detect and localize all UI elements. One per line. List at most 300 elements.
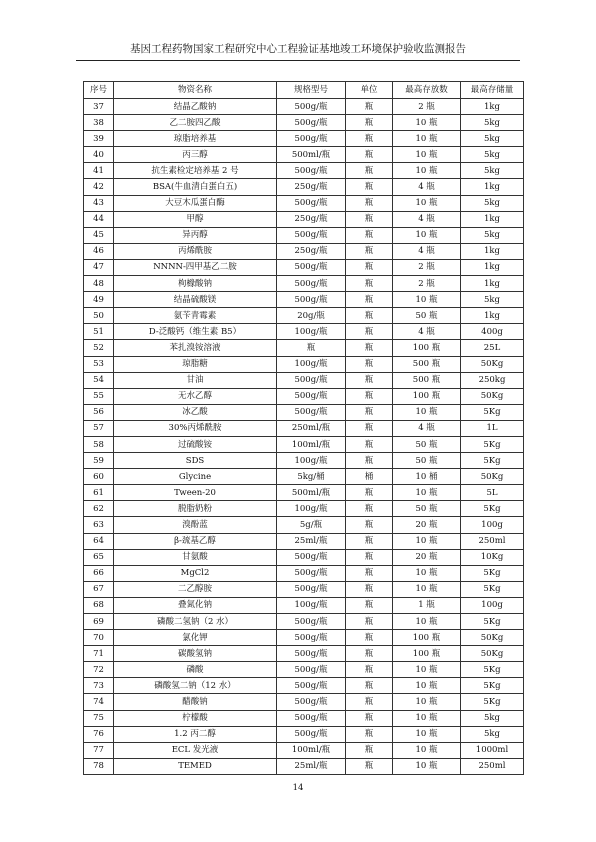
cell-index: 66 <box>84 565 114 581</box>
cell-max-storage: 1kg <box>461 99 524 115</box>
header-rule <box>76 60 520 61</box>
cell-spec: 瓶 <box>277 340 346 356</box>
table-row <box>84 549 524 565</box>
table-row <box>84 292 524 308</box>
cell-max-storage: 1kg <box>461 308 524 324</box>
cell-unit: 瓶 <box>346 131 393 147</box>
cell-name: 抗生素检定培养基 2 号 <box>114 163 277 179</box>
cell-max-count: 10 瓶 <box>393 131 461 147</box>
cell-max-storage: 1000ml <box>461 742 524 758</box>
cell-max-storage: 5Kg <box>461 565 524 581</box>
cell-index: 49 <box>84 292 114 308</box>
cell-max-storage: 1kg <box>461 211 524 227</box>
cell-index: 55 <box>84 388 114 404</box>
cell-name: 氨苄青霉素 <box>114 308 277 324</box>
cell-name: SDS <box>114 453 277 469</box>
cell-index: 73 <box>84 678 114 694</box>
table-row <box>84 597 524 613</box>
table-row <box>84 259 524 275</box>
cell-spec: 500g/瓶 <box>277 227 346 243</box>
cell-name: 叠氮化钠 <box>114 597 277 613</box>
cell-max-storage: 50Kg <box>461 388 524 404</box>
cell-max-storage: 25L <box>461 340 524 356</box>
cell-spec: 500g/瓶 <box>277 388 346 404</box>
table-row <box>84 388 524 404</box>
cell-max-storage: 5Kg <box>461 501 524 517</box>
cell-max-count: 20 瓶 <box>393 517 461 533</box>
table-row <box>84 453 524 469</box>
cell-unit: 瓶 <box>346 662 393 678</box>
cell-max-count: 20 瓶 <box>393 549 461 565</box>
header-max-count: 最高存放数 <box>393 82 461 99</box>
cell-max-count: 2 瓶 <box>393 259 461 275</box>
table-row <box>84 501 524 517</box>
cell-spec: 5g/瓶 <box>277 517 346 533</box>
cell-spec: 500g/瓶 <box>277 726 346 742</box>
cell-index: 48 <box>84 276 114 292</box>
cell-max-count: 500 瓶 <box>393 356 461 372</box>
cell-spec: 500g/瓶 <box>277 372 346 388</box>
cell-unit: 瓶 <box>346 726 393 742</box>
cell-spec: 500g/瓶 <box>277 710 346 726</box>
cell-index: 57 <box>84 420 114 436</box>
cell-spec: 500ml/瓶 <box>277 147 346 163</box>
cell-name: 溴酚蓝 <box>114 517 277 533</box>
cell-unit: 瓶 <box>346 372 393 388</box>
cell-name: MgCl2 <box>114 565 277 581</box>
table-row <box>84 662 524 678</box>
cell-max-count: 50 瓶 <box>393 453 461 469</box>
cell-max-count: 10 瓶 <box>393 292 461 308</box>
cell-max-storage: 100g <box>461 597 524 613</box>
cell-max-count: 100 瓶 <box>393 340 461 356</box>
table-row <box>84 758 524 774</box>
cell-max-storage: 100g <box>461 517 524 533</box>
cell-index: 44 <box>84 211 114 227</box>
cell-unit: 瓶 <box>346 308 393 324</box>
table-row <box>84 227 524 243</box>
cell-max-storage: 1kg <box>461 259 524 275</box>
cell-max-storage: 5kg <box>461 115 524 131</box>
cell-index: 45 <box>84 227 114 243</box>
cell-name: Tween-20 <box>114 485 277 501</box>
cell-index: 58 <box>84 436 114 452</box>
cell-name: 琼脂培养基 <box>114 131 277 147</box>
cell-unit: 桶 <box>346 469 393 485</box>
cell-unit: 瓶 <box>346 758 393 774</box>
table-row <box>84 469 524 485</box>
cell-name: 甘油 <box>114 372 277 388</box>
table-row <box>84 726 524 742</box>
cell-index: 46 <box>84 243 114 259</box>
table-row <box>84 340 524 356</box>
cell-index: 47 <box>84 259 114 275</box>
cell-max-storage: 250kg <box>461 372 524 388</box>
cell-spec: 500g/瓶 <box>277 565 346 581</box>
cell-max-storage: 5kg <box>461 292 524 308</box>
cell-spec: 500g/瓶 <box>277 131 346 147</box>
cell-name: 磷酸二氢钠（2 水） <box>114 614 277 630</box>
cell-max-count: 10 瓶 <box>393 227 461 243</box>
cell-max-count: 10 瓶 <box>393 581 461 597</box>
table-row <box>84 243 524 259</box>
cell-name: 乙二胺四乙酸 <box>114 115 277 131</box>
cell-max-count: 4 瓶 <box>393 211 461 227</box>
table-row <box>84 308 524 324</box>
cell-unit: 瓶 <box>346 565 393 581</box>
cell-unit: 瓶 <box>346 211 393 227</box>
table-row <box>84 115 524 131</box>
cell-max-count: 10 瓶 <box>393 115 461 131</box>
cell-index: 37 <box>84 99 114 115</box>
cell-index: 43 <box>84 195 114 211</box>
cell-max-storage: 50Kg <box>461 646 524 662</box>
cell-index: 40 <box>84 147 114 163</box>
cell-max-storage: 50Kg <box>461 469 524 485</box>
cell-index: 39 <box>84 131 114 147</box>
cell-name: NNNN-四甲基乙二胺 <box>114 259 277 275</box>
cell-unit: 瓶 <box>346 163 393 179</box>
cell-unit: 瓶 <box>346 324 393 340</box>
cell-unit: 瓶 <box>346 292 393 308</box>
cell-unit: 瓶 <box>346 115 393 131</box>
cell-unit: 瓶 <box>346 195 393 211</box>
cell-name: 磷酸氢二钠（12 水） <box>114 678 277 694</box>
cell-max-storage: 1kg <box>461 243 524 259</box>
table-row <box>84 99 524 115</box>
table-row <box>84 581 524 597</box>
cell-spec: 500g/瓶 <box>277 276 346 292</box>
cell-name: 1.2 丙二醇 <box>114 726 277 742</box>
cell-index: 64 <box>84 533 114 549</box>
cell-name: 冰乙酸 <box>114 404 277 420</box>
cell-index: 75 <box>84 710 114 726</box>
table-row <box>84 678 524 694</box>
cell-name: 结晶乙酸钠 <box>114 99 277 115</box>
cell-max-storage: 5kg <box>461 195 524 211</box>
cell-index: 42 <box>84 179 114 195</box>
cell-index: 63 <box>84 517 114 533</box>
cell-index: 38 <box>84 115 114 131</box>
cell-unit: 瓶 <box>346 276 393 292</box>
cell-index: 70 <box>84 630 114 646</box>
cell-spec: 500g/瓶 <box>277 614 346 630</box>
cell-name: 异丙醇 <box>114 227 277 243</box>
cell-unit: 瓶 <box>346 630 393 646</box>
cell-max-storage: 10Kg <box>461 549 524 565</box>
cell-unit: 瓶 <box>346 259 393 275</box>
cell-spec: 500g/瓶 <box>277 581 346 597</box>
cell-max-storage: 1kg <box>461 276 524 292</box>
cell-spec: 500g/瓶 <box>277 163 346 179</box>
cell-spec: 250ml/瓶 <box>277 420 346 436</box>
cell-name: 结晶硫酸镁 <box>114 292 277 308</box>
cell-index: 78 <box>84 758 114 774</box>
cell-name: 大豆木瓜蛋白酶 <box>114 195 277 211</box>
cell-spec: 500g/瓶 <box>277 259 346 275</box>
cell-max-count: 100 瓶 <box>393 388 461 404</box>
cell-name: β-巯基乙醇 <box>114 533 277 549</box>
table-body <box>84 99 524 775</box>
cell-spec: 500g/瓶 <box>277 630 346 646</box>
cell-max-count: 10 桶 <box>393 469 461 485</box>
table-row <box>84 372 524 388</box>
cell-name: 枸橼酸钠 <box>114 276 277 292</box>
cell-max-storage: 5kg <box>461 131 524 147</box>
cell-spec: 20g/瓶 <box>277 308 346 324</box>
cell-unit: 瓶 <box>346 420 393 436</box>
cell-max-storage: 250ml <box>461 758 524 774</box>
cell-name: 丙烯酰胺 <box>114 243 277 259</box>
table-row <box>84 517 524 533</box>
cell-spec: 500g/瓶 <box>277 115 346 131</box>
cell-index: 53 <box>84 356 114 372</box>
cell-max-storage: 400g <box>461 324 524 340</box>
table-row <box>84 195 524 211</box>
table-row <box>84 211 524 227</box>
cell-unit: 瓶 <box>346 533 393 549</box>
cell-spec: 100g/瓶 <box>277 597 346 613</box>
cell-max-count: 2 瓶 <box>393 99 461 115</box>
table-row <box>84 742 524 758</box>
table-row <box>84 276 524 292</box>
cell-max-storage: 5kg <box>461 710 524 726</box>
cell-max-count: 50 瓶 <box>393 501 461 517</box>
cell-spec: 500g/瓶 <box>277 694 346 710</box>
cell-name: 琼脂糖 <box>114 356 277 372</box>
cell-unit: 瓶 <box>346 340 393 356</box>
cell-spec: 100g/瓶 <box>277 501 346 517</box>
cell-max-storage: 5Kg <box>461 678 524 694</box>
cell-max-count: 10 瓶 <box>393 742 461 758</box>
cell-unit: 瓶 <box>346 485 393 501</box>
cell-max-count: 10 瓶 <box>393 662 461 678</box>
cell-spec: 500ml/瓶 <box>277 485 346 501</box>
cell-unit: 瓶 <box>346 179 393 195</box>
cell-spec: 100ml/瓶 <box>277 436 346 452</box>
cell-name: 甘氨酸 <box>114 549 277 565</box>
table-header-row <box>84 82 524 99</box>
table-row <box>84 710 524 726</box>
cell-max-storage: 50Kg <box>461 356 524 372</box>
table-row <box>84 694 524 710</box>
cell-unit: 瓶 <box>346 147 393 163</box>
cell-spec: 100ml/瓶 <box>277 742 346 758</box>
cell-unit: 瓶 <box>346 678 393 694</box>
cell-unit: 瓶 <box>346 549 393 565</box>
cell-index: 50 <box>84 308 114 324</box>
cell-unit: 瓶 <box>346 694 393 710</box>
table-row <box>84 630 524 646</box>
cell-unit: 瓶 <box>346 436 393 452</box>
cell-name: 碳酸氢钠 <box>114 646 277 662</box>
cell-name: BSA(牛血清白蛋白五) <box>114 179 277 195</box>
cell-max-storage: 1L <box>461 420 524 436</box>
cell-spec: 250g/瓶 <box>277 243 346 259</box>
cell-max-storage: 5kg <box>461 227 524 243</box>
cell-unit: 瓶 <box>346 517 393 533</box>
header-unit: 单位 <box>346 82 393 99</box>
cell-max-count: 10 瓶 <box>393 195 461 211</box>
cell-unit: 瓶 <box>346 501 393 517</box>
cell-spec: 100g/瓶 <box>277 453 346 469</box>
table-row <box>84 485 524 501</box>
cell-spec: 500g/瓶 <box>277 292 346 308</box>
cell-max-count: 10 瓶 <box>393 694 461 710</box>
cell-index: 41 <box>84 163 114 179</box>
cell-max-count: 4 瓶 <box>393 420 461 436</box>
cell-max-count: 4 瓶 <box>393 324 461 340</box>
cell-spec: 100g/瓶 <box>277 324 346 340</box>
cell-max-storage: 250ml <box>461 533 524 549</box>
cell-max-storage: 5Kg <box>461 694 524 710</box>
cell-unit: 瓶 <box>346 646 393 662</box>
cell-unit: 瓶 <box>346 99 393 115</box>
cell-spec: 500g/瓶 <box>277 678 346 694</box>
cell-unit: 瓶 <box>346 243 393 259</box>
cell-unit: 瓶 <box>346 227 393 243</box>
cell-spec: 100g/瓶 <box>277 356 346 372</box>
cell-index: 69 <box>84 614 114 630</box>
table-row <box>84 324 524 340</box>
cell-max-count: 50 瓶 <box>393 436 461 452</box>
table-row <box>84 179 524 195</box>
cell-max-count: 50 瓶 <box>393 308 461 324</box>
cell-name: 丙三醇 <box>114 147 277 163</box>
table-row <box>84 533 524 549</box>
cell-spec: 5kg/桶 <box>277 469 346 485</box>
cell-max-count: 10 瓶 <box>393 726 461 742</box>
cell-index: 72 <box>84 662 114 678</box>
cell-max-count: 10 瓶 <box>393 147 461 163</box>
table-row <box>84 404 524 420</box>
cell-max-count: 10 瓶 <box>393 678 461 694</box>
cell-name: D-泛酸钙（维生素 B5） <box>114 324 277 340</box>
cell-max-count: 4 瓶 <box>393 243 461 259</box>
cell-index: 67 <box>84 581 114 597</box>
cell-index: 77 <box>84 742 114 758</box>
table-row <box>84 646 524 662</box>
cell-max-storage: 50Kg <box>461 630 524 646</box>
cell-max-count: 10 瓶 <box>393 533 461 549</box>
cell-max-storage: 5Kg <box>461 581 524 597</box>
cell-max-count: 10 瓶 <box>393 710 461 726</box>
cell-unit: 瓶 <box>346 614 393 630</box>
cell-name: 过硫酸铵 <box>114 436 277 452</box>
cell-index: 71 <box>84 646 114 662</box>
cell-max-count: 10 瓶 <box>393 565 461 581</box>
cell-unit: 瓶 <box>346 356 393 372</box>
cell-max-count: 10 瓶 <box>393 614 461 630</box>
cell-max-count: 2 瓶 <box>393 276 461 292</box>
cell-name: 30%丙烯酰胺 <box>114 420 277 436</box>
cell-index: 51 <box>84 324 114 340</box>
cell-max-count: 100 瓶 <box>393 646 461 662</box>
cell-spec: 25ml/瓶 <box>277 533 346 549</box>
cell-name: 苯扎溴铵溶液 <box>114 340 277 356</box>
table-row <box>84 565 524 581</box>
page-header: 基因工程药物国家工程研究中心工程验证基地竣工环境保护验收监测报告 <box>130 43 466 55</box>
cell-spec: 500g/瓶 <box>277 99 346 115</box>
cell-spec: 25ml/瓶 <box>277 758 346 774</box>
table-row <box>84 420 524 436</box>
cell-spec: 250g/瓶 <box>277 179 346 195</box>
cell-unit: 瓶 <box>346 404 393 420</box>
cell-max-count: 500 瓶 <box>393 372 461 388</box>
cell-index: 76 <box>84 726 114 742</box>
table-row <box>84 147 524 163</box>
cell-unit: 瓶 <box>346 597 393 613</box>
cell-index: 60 <box>84 469 114 485</box>
cell-name: 醋酸钠 <box>114 694 277 710</box>
table-row <box>84 131 524 147</box>
cell-spec: 500g/瓶 <box>277 404 346 420</box>
cell-max-count: 10 瓶 <box>393 758 461 774</box>
header-spec: 规格型号 <box>277 82 346 99</box>
cell-spec: 250g/瓶 <box>277 211 346 227</box>
cell-max-storage: 5kg <box>461 726 524 742</box>
cell-max-storage: 5Kg <box>461 453 524 469</box>
cell-name: ECL 发光液 <box>114 742 277 758</box>
cell-max-count: 10 瓶 <box>393 404 461 420</box>
cell-index: 61 <box>84 485 114 501</box>
cell-index: 65 <box>84 549 114 565</box>
cell-index: 68 <box>84 597 114 613</box>
header-name: 物资名称 <box>114 82 277 99</box>
cell-name: 无水乙醇 <box>114 388 277 404</box>
cell-max-storage: 5Kg <box>461 436 524 452</box>
cell-unit: 瓶 <box>346 742 393 758</box>
cell-max-count: 4 瓶 <box>393 179 461 195</box>
cell-spec: 500g/瓶 <box>277 662 346 678</box>
cell-name: 二乙醇胺 <box>114 581 277 597</box>
cell-index: 56 <box>84 404 114 420</box>
cell-name: Glycine <box>114 469 277 485</box>
cell-max-count: 100 瓶 <box>393 630 461 646</box>
table-row <box>84 436 524 452</box>
cell-index: 59 <box>84 453 114 469</box>
cell-max-storage: 5kg <box>461 147 524 163</box>
page-number: 14 <box>292 783 304 793</box>
cell-max-count: 10 瓶 <box>393 485 461 501</box>
cell-index: 74 <box>84 694 114 710</box>
cell-spec: 500g/瓶 <box>277 549 346 565</box>
cell-unit: 瓶 <box>346 710 393 726</box>
cell-unit: 瓶 <box>346 453 393 469</box>
table-row <box>84 614 524 630</box>
cell-index: 54 <box>84 372 114 388</box>
cell-spec: 500g/瓶 <box>277 646 346 662</box>
cell-max-storage: 1kg <box>461 179 524 195</box>
cell-name: TEMED <box>114 758 277 774</box>
cell-name: 脱脂奶粉 <box>114 501 277 517</box>
cell-max-storage: 5Kg <box>461 662 524 678</box>
cell-name: 柠檬酸 <box>114 710 277 726</box>
cell-unit: 瓶 <box>346 388 393 404</box>
header-index: 序号 <box>84 82 114 99</box>
chemicals-table <box>83 81 524 775</box>
cell-max-count: 10 瓶 <box>393 163 461 179</box>
cell-index: 52 <box>84 340 114 356</box>
cell-name: 磷酸 <box>114 662 277 678</box>
cell-spec: 500g/瓶 <box>277 195 346 211</box>
cell-max-storage: 5kg <box>461 163 524 179</box>
cell-index: 62 <box>84 501 114 517</box>
table-row <box>84 163 524 179</box>
cell-max-count: 1 瓶 <box>393 597 461 613</box>
cell-max-storage: 5Kg <box>461 404 524 420</box>
header-max-storage: 最高存储量 <box>461 82 524 99</box>
